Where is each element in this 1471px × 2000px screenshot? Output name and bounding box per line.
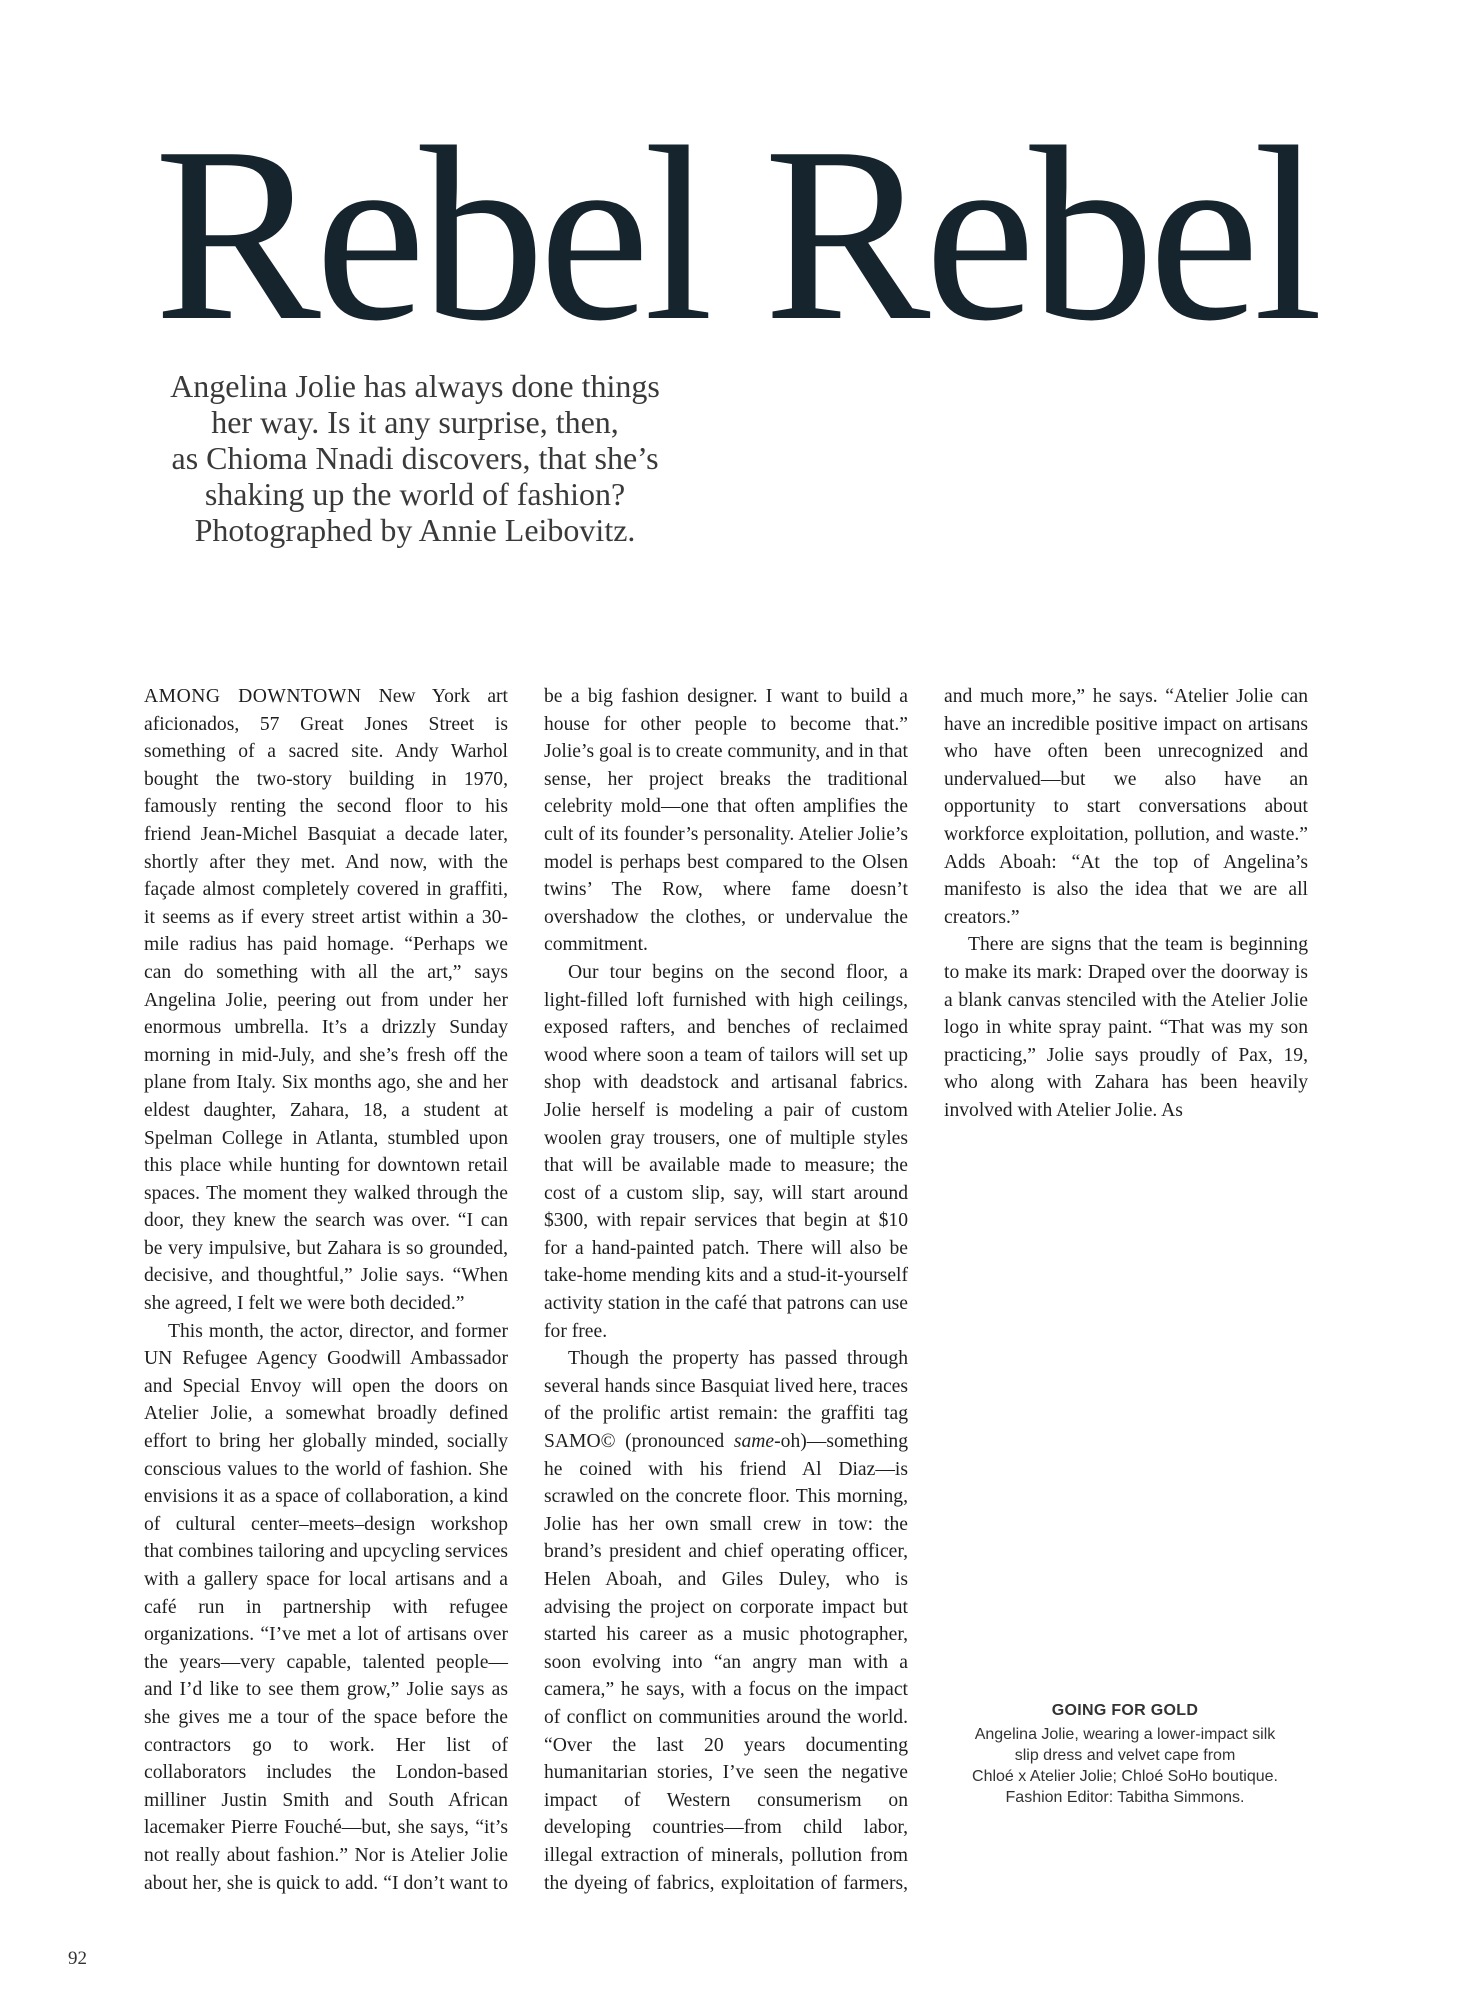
article-paragraph: There are signs that the team is beginning to make its mark: Draped over the doorway is a blank canvas stenciled with the Atelier Jolie logo in white spray paint. “That was my son practicing,” Jolie says proudly of Pax, 19, who along with Zahara has been heavily involved with Atelier Jolie. As bbox=[944, 934, 1308, 1121]
italic-word: same bbox=[733, 1431, 775, 1453]
caption-line: Angelina Jolie, wearing a lower-impact silk bbox=[974, 1726, 1276, 1743]
article-paragraph bbox=[144, 683, 508, 1318]
dek-byline: Photographed by Annie Leibovitz. bbox=[194, 512, 636, 548]
dek-line: shaking up the world of fashion? bbox=[204, 476, 626, 512]
photo-caption bbox=[940, 1700, 1310, 1808]
dek-line: Angelina Jolie has always done things bbox=[170, 368, 660, 404]
page-number: 92 bbox=[68, 1948, 87, 1969]
caption-credit: Fashion Editor: Tabitha Simmons. bbox=[1005, 1789, 1245, 1806]
dek-line: as Chioma Nnadi discovers, that she’s bbox=[171, 440, 659, 476]
paragraph-text: Though the property has passed through several hands since Basquiat lived here, traces of the prolific artist remain: the graffiti tag SAMO© (pronounced bbox=[544, 1348, 908, 1453]
paragraph-text: -oh)—something he coined with his friend Al Diaz—is scrawled on the concrete floor. This morning, Jolie has her own small crew in tow: the brand’s president and chief operating officer, Helen Aboah, and Giles Duley, who is advising the project on corporate impact but started his career as a music photographer, soon evolving into “an angry man with a camera,” he says, with a focus on the impact of conflict on communities around the world. “Over the last 20 years documenting humanitarian stories, I’ve seen the negative impact of Western consumerism on developing countries—from child labor, illegal extraction of minerals, pollution from the dyeing of fabrics, exploitation of farmers, and much more,” he says. “Atelier Jolie can have an incredible positive impact on artisans who have often been unrecognized and undervalued—but we also have an opportunity to start conversations about workforce exploitation, pollution, and waste.” Adds Aboah: “At the top of Angelina’s manifesto is also the idea that we are all creators.” bbox=[544, 686, 1308, 1894]
article-paragraph: This month, the actor, director, and former UN Refugee Agency Goodwill Ambassador and Special Envoy will open the doors on Atelier Jolie, a somewhat broadly defined effort to bring her globally minded, socially conscious values to the world of fashion. She envisions it as a space of collaboration, a kind of cultural center–meets–design workshop that combines tailoring and upcycling services with a gallery space for local artisans and a café run in partnership with refugee organizations. “I’ve met a lot of artisans over the years—very capable, talented people—and I’d like to see them grow,” Jolie says as she gives me a tour of the space before the contractors go to work. Her list of collaborators includes the London-based milliner Justin Smith and South African lacemaker Pierre Fouché—but, she says, “it’s not really about fashion.” Nor is Atelier Jolie about her, she is quick to add. “I don’t want to be a big fashion designer. I want to build a house for other people to become that.” Jolie’s goal is to create community, and in that sense, her project breaks the traditional celebrity mold—one that often amplifies the cult of its founder’s personality. Atelier Jolie’s model is perhaps best compared to the Olsen twins’ The Row, where fame doesn’t overshadow the clothes, or undervalue the commitment. bbox=[144, 686, 908, 1894]
article-paragraph: Our tour begins on the second floor, a light-filled loft furnished with high ceilings, exposed rafters, and benches of reclaimed wood where soon a team of tailors will set up shop with deadstock and artisanal fabrics. Jolie herself is modeling a pair of custom woolen gray trousers, one of multiple styles that will be available made to measure; the cost of a custom slip, say, will start around $300, with repair services that begin at $10 for a hand-painted patch. There will also be take-home mending kits and a stud-it-yourself activity station in the café that patrons can use for free. bbox=[544, 961, 908, 1342]
dek-line: her way. Is it any surprise, then, bbox=[211, 404, 619, 440]
caption-line: slip dress and velvet cape from bbox=[1014, 1747, 1236, 1764]
lead-caps: AMONG DOWNTOWN bbox=[144, 686, 362, 707]
dek bbox=[130, 368, 700, 548]
paragraph-text: New York art aficionados, 57 Great Jones Street is something of a sacred site. Andy Warhol bought the two-story building in 1970, famously renting the second floor to his friend Jean-Michel Basquiat a decade later, shortly after they met. And now, with the façade almost completely covered in graffiti, it seems as if every street artist within a 30-mile radius has paid homage. “Perhaps we can do something with all the art,” says Angelina Jolie, peering out from under her enormous umbrella. It’s a drizzly Sunday morning in mid-July, and she’s fresh off the plane from Italy. Six months ago, she and her eldest daughter, Zahara, 18, a student at Spelman College in Atlanta, stumbled upon this place while hunting for downtown retail spaces. The moment they walked through the door, they knew the search was over. “I can be very impulsive, but Zahara is so grounded, decisive, and thoughtful,” Jolie says. “When she agreed, I felt we were both decided.” bbox=[144, 686, 508, 1315]
headline: Rebel Rebel bbox=[154, 96, 1317, 373]
caption-title: GOING FOR GOLD bbox=[1051, 1702, 1199, 1719]
caption-line: Chloé x Atelier Jolie; Chloé SoHo boutique. bbox=[972, 1768, 1278, 1785]
